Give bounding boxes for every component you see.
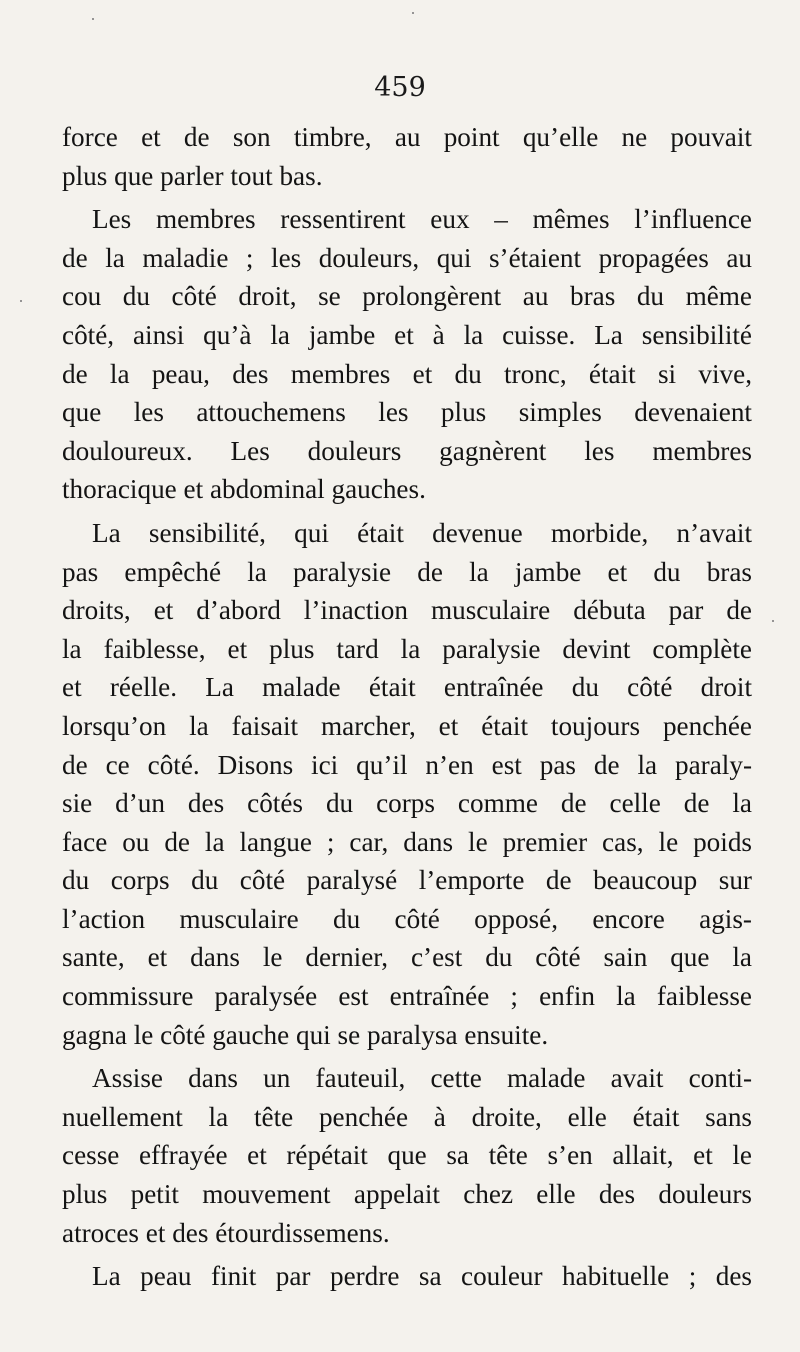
text-line: de la peau, des membres et du tronc, était si vive, (62, 358, 752, 389)
text-line: sante, et dans le dernier, c’est du côté sain que la (62, 942, 752, 973)
text-line: cesse effrayée et répétait que sa tête s’en allait, et le (62, 1140, 752, 1171)
text-line: face ou de la langue ; car, dans le premier cas, le poids (62, 826, 752, 857)
text-line: l’action musculaire du côté opposé, encore agis- (62, 903, 752, 934)
text-line: atroces et des étourdissemens. (62, 1217, 390, 1248)
text-line: de ce côté. Disons ici qu’il n’en est pas de la paraly- (62, 749, 752, 780)
text-line: plus que parler tout bas. (62, 160, 323, 191)
paper-speck (412, 12, 414, 14)
text-line: thoracique et abdominal gauches. (62, 474, 426, 505)
text-line: commissure paralysée est entraînée ; enfin la faiblesse (62, 981, 752, 1012)
text-line: La peau finit par perdre sa couleur habituelle ; des (92, 1261, 752, 1292)
text-line: La sensibilité, qui était devenue morbide, n’avait (92, 517, 752, 548)
text-line: douloureux. Les douleurs gagnèrent les membres (62, 435, 752, 466)
text-line: côté, ainsi qu’à la jambe et à la cuisse. La sensibilité (62, 319, 752, 350)
paper-speck (772, 620, 774, 622)
text-line: gagna le côté gauche qui se paralysa ensuite. (62, 1019, 549, 1050)
text-line: pas empêché la paralysie de la jambe et du bras (62, 556, 752, 587)
text-line: sie d’un des côtés du corps comme de celle de la (62, 788, 752, 819)
text-line: droits, et d’abord l’inaction musculaire débuta par de (62, 595, 752, 626)
text-line: cou du côté droit, se prolongèrent au bras du même (62, 281, 752, 312)
page-number: 459 (374, 72, 426, 103)
text-line: Les membres ressentirent eux – mêmes l’influence (92, 204, 752, 235)
text-line: Assise dans un fauteuil, cette malade avait conti- (92, 1063, 752, 1094)
text-line: force et de son timbre, au point qu’elle ne pouvait (62, 122, 752, 152)
text-line: du corps du côté paralysé l’emporte de beaucoup sur (62, 865, 752, 896)
text-line: nuellement la tête penchée à droite, elle était sans (62, 1101, 752, 1132)
text-line: de la maladie ; les douleurs, qui s’étaient propagées au (62, 242, 752, 273)
text-line: que les attouchemens les plus simples devenaient (62, 397, 752, 428)
paper-speck (92, 18, 94, 20)
body-text (62, 118, 752, 1296)
text-line: plus petit mouvement appelait chez elle des douleurs (62, 1179, 752, 1210)
paper-speck (20, 300, 22, 302)
text-line: lorsqu’on la faisait marcher, et était toujours penchée (62, 710, 752, 741)
text-line: et réelle. La malade était entraînée du côté droit (62, 672, 752, 703)
text-line: la faiblesse, et plus tard la paralysie devint complète (62, 633, 752, 664)
